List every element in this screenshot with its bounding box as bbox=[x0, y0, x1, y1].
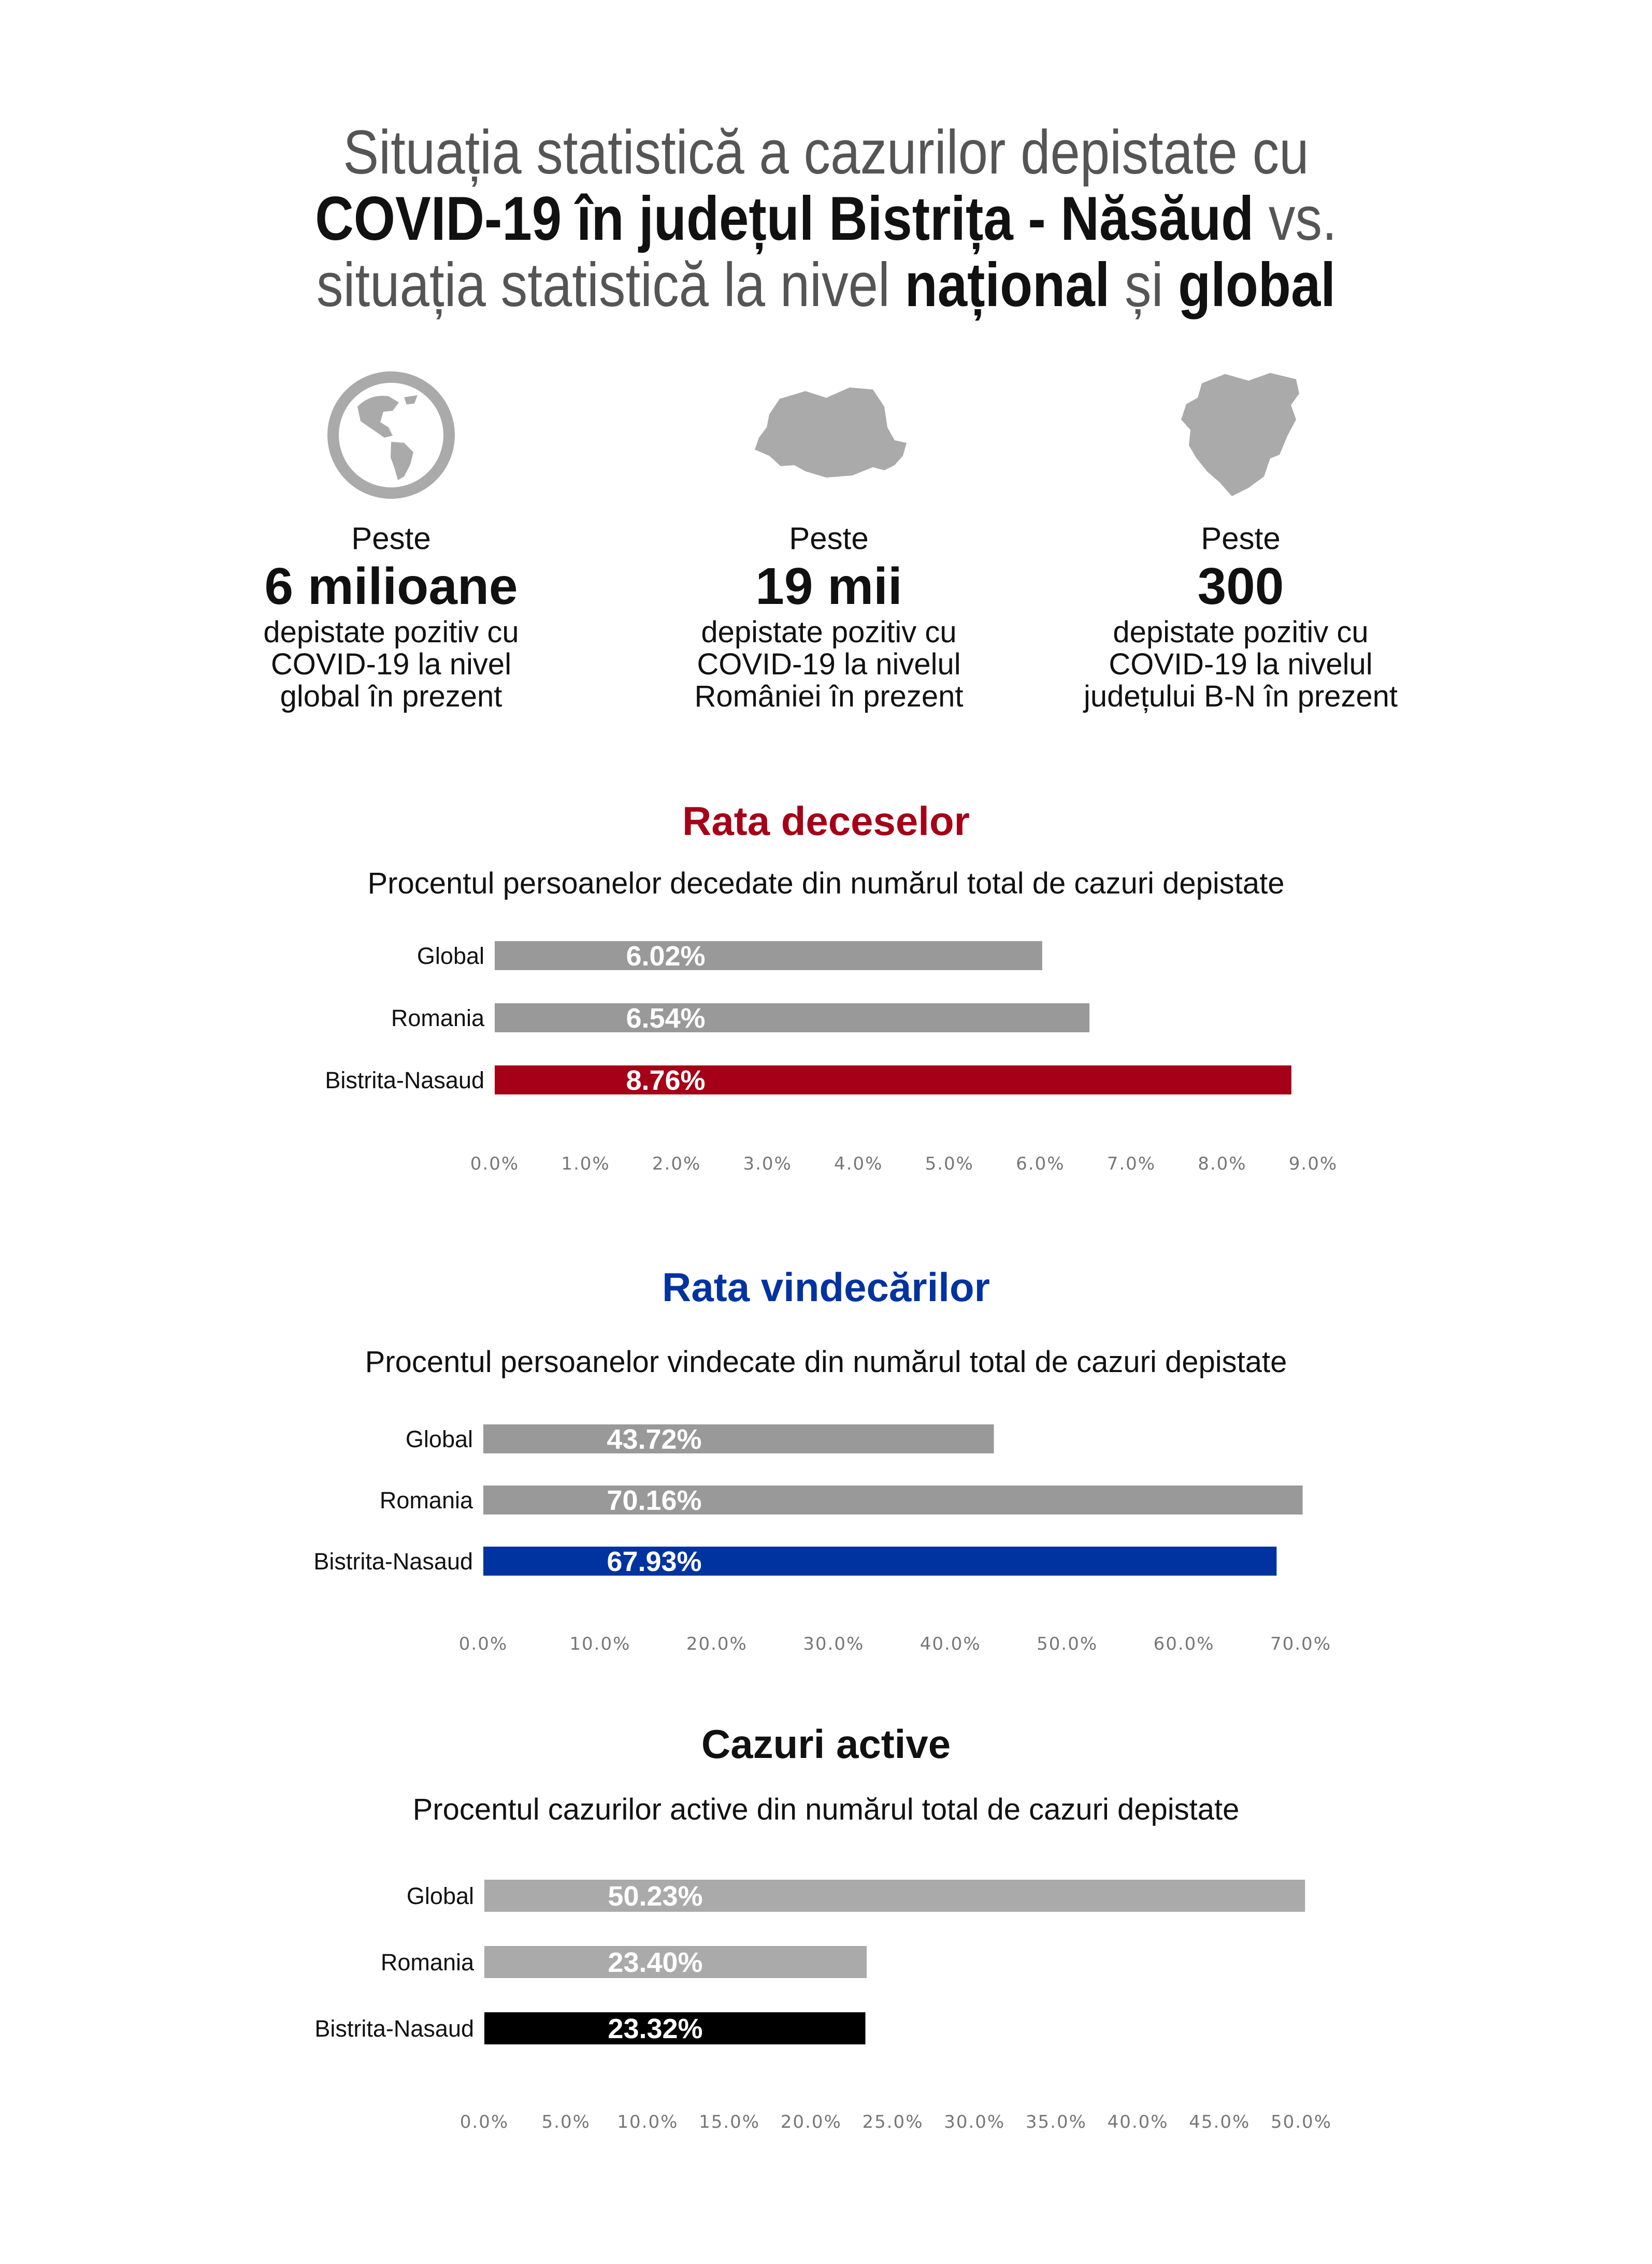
stat-desc-line: COVID-19 la nivelul bbox=[697, 647, 961, 681]
x-tick-label: 50.0% bbox=[1270, 2112, 1332, 2132]
stat-desc-line: depistate pozitiv cu bbox=[263, 615, 519, 649]
category-label: Global bbox=[406, 1883, 474, 1909]
x-tick-label: 40.0% bbox=[920, 1634, 981, 1654]
data-label: 6.02% bbox=[626, 941, 706, 972]
data-label: 70.16% bbox=[607, 1485, 702, 1516]
category-label: Global bbox=[405, 1426, 473, 1452]
x-tick-label: 3.0% bbox=[743, 1153, 792, 1174]
x-tick-label: 50.0% bbox=[1037, 1634, 1098, 1654]
category-label: Romania bbox=[380, 1949, 474, 1975]
chart-subtitle: Procentul persoanelor decedate din numărul total de cazuri depistate bbox=[367, 867, 1285, 900]
stat-desc-line: depistate pozitiv cu bbox=[701, 615, 957, 649]
title-part-4: național bbox=[904, 250, 1110, 320]
stat-peste: Peste bbox=[351, 521, 431, 556]
stat-desc-line: COVID-19 la nivel bbox=[270, 647, 512, 681]
stat-desc-line: României în prezent bbox=[694, 680, 964, 713]
category-label: Bistrita-Nasaud bbox=[325, 1067, 484, 1093]
data-label: 6.54% bbox=[626, 1003, 706, 1034]
x-tick-label: 30.0% bbox=[944, 2112, 1005, 2132]
data-label: 8.76% bbox=[626, 1065, 706, 1096]
data-label: 23.32% bbox=[608, 2013, 703, 2044]
stat-desc-line: COVID-19 la nivelul bbox=[1109, 647, 1373, 681]
stat-desc-line: județului B-N în prezent bbox=[1083, 680, 1398, 713]
chart-title: Cazuri active bbox=[701, 1721, 951, 1767]
x-tick-label: 30.0% bbox=[803, 1634, 865, 1654]
x-tick-label: 5.0% bbox=[925, 1153, 974, 1174]
chart-subtitle: Procentul persoanelor vindecate din numărul total de cazuri depistate bbox=[365, 1345, 1287, 1379]
category-label: Global bbox=[416, 943, 484, 969]
title-part-2: COVID-19 în județul Bistrița - Năsăud bbox=[315, 184, 1254, 253]
x-tick-label: 10.0% bbox=[617, 2112, 679, 2132]
stat-desc-line: global în prezent bbox=[280, 680, 502, 713]
chart-subtitle: Procentul cazurilor active din numărul total de cazuri depistate bbox=[412, 1793, 1240, 1826]
x-tick-label: 9.0% bbox=[1288, 1153, 1338, 1174]
stat-value: 19 mii bbox=[755, 557, 902, 615]
chart-title: Rata deceselor bbox=[682, 798, 970, 844]
stat-desc-line: depistate pozitiv cu bbox=[1113, 615, 1369, 649]
category-label: Romania bbox=[391, 1005, 484, 1031]
chart-title: Rata vindecărilor bbox=[662, 1264, 990, 1310]
data-label: 67.93% bbox=[607, 1546, 702, 1577]
stat-peste: Peste bbox=[1201, 521, 1281, 556]
x-tick-label: 25.0% bbox=[862, 2112, 924, 2132]
data-label: 43.72% bbox=[607, 1424, 702, 1455]
x-tick-label: 20.0% bbox=[780, 2112, 842, 2132]
x-tick-label: 10.0% bbox=[569, 1634, 631, 1654]
category-label: Romania bbox=[379, 1487, 473, 1513]
x-tick-label: 0.0% bbox=[459, 2112, 509, 2132]
x-tick-label: 15.0% bbox=[699, 2112, 760, 2132]
category-label: Bistrita-Nasaud bbox=[313, 1548, 473, 1575]
x-tick-label: 0.0% bbox=[458, 1634, 508, 1654]
title-part-1: Situația statistică a cazurilor depistate cu bbox=[343, 118, 1309, 187]
x-tick-label: 1.0% bbox=[561, 1153, 610, 1174]
stat-value: 300 bbox=[1197, 557, 1284, 615]
x-tick-label: 5.0% bbox=[541, 2112, 591, 2132]
x-tick-label: 45.0% bbox=[1189, 2112, 1251, 2132]
stat-value: 6 milioane bbox=[264, 557, 518, 615]
title-part-5: și bbox=[1110, 250, 1179, 320]
data-label: 23.40% bbox=[608, 1947, 703, 1978]
title-part-6: global bbox=[1178, 250, 1336, 320]
x-tick-label: 0.0% bbox=[470, 1153, 520, 1174]
stat-peste: Peste bbox=[789, 521, 869, 556]
x-tick-label: 40.0% bbox=[1107, 2112, 1169, 2132]
x-tick-label: 70.0% bbox=[1270, 1634, 1332, 1654]
data-label: 50.23% bbox=[608, 1881, 703, 1912]
title-part-3: vs. situația statistică la nivel bbox=[316, 184, 1337, 320]
x-tick-label: 6.0% bbox=[1016, 1153, 1065, 1174]
x-tick-label: 7.0% bbox=[1107, 1153, 1156, 1174]
x-tick-label: 35.0% bbox=[1025, 2112, 1087, 2132]
x-tick-label: 8.0% bbox=[1198, 1153, 1247, 1174]
x-tick-label: 2.0% bbox=[652, 1153, 701, 1174]
x-tick-label: 60.0% bbox=[1153, 1634, 1215, 1654]
x-tick-label: 20.0% bbox=[686, 1634, 748, 1654]
category-label: Bistrita-Nasaud bbox=[314, 2015, 474, 2042]
x-tick-label: 4.0% bbox=[834, 1153, 883, 1174]
